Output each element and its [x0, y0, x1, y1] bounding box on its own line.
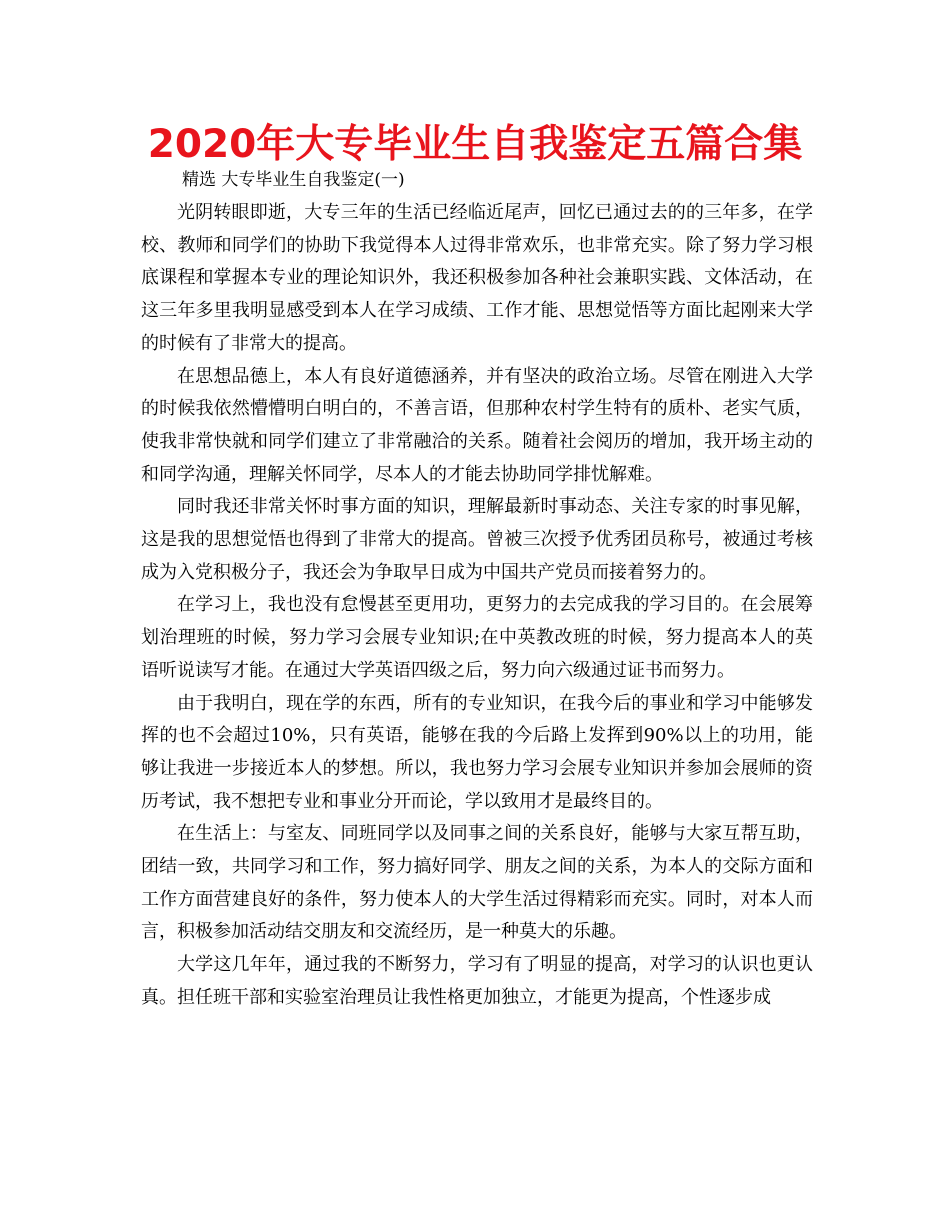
- document-subtitle: 精选 大专毕业生自我鉴定(一): [182, 170, 405, 190]
- paragraph: 在学习上，我也没有怠慢甚至更用功，更努力的去完成我的学习目的。在会展筹划治理班的时候，努力学习会展专业知识;在中英教改班的时候，努力提高本人的英语听说读写才能。在通过大学英语四级之后，努力向六级通过证书而努力。: [141, 594, 813, 681]
- paragraph: 在思想品德上，本人有良好道德涵养，并有坚决的政治立场。尽管在刚进入大学的时候我依然懵懵明白明白的，不善言语，但那种农村学生特有的质朴、老实气质，使我非常快就和同学们建立了非常融洽的关系。随着社会阅历的增加，我开场主动的和同学沟通，理解关怀同学，尽本人的才能去协助同学排忧解难。: [141, 365, 813, 485]
- document-body: [141, 197, 813, 1015]
- paragraph: 光阴转眼即逝，大专三年的生活已经临近尾声，回忆已通过去的的三年多，在学校、教师和同学们的协助下我觉得本人过得非常欢乐，也非常充实。除了努力学习根底课程和掌握本专业的理论知识外，我还积极参加各种社会兼职实践、文体活动，在这三年多里我明显感受到本人在学习成绩、工作才能、思想觉悟等方面比起刚来大学的时候有了非常大的提高。: [141, 202, 813, 354]
- paragraph: 由于我明白，现在学的东西，所有的专业知识，在我今后的事业和学习中能够发挥的也不会超过10%，只有英语，能够在我的今后路上发挥到90%以上的功用，能够让我进一步接近本人的梦想。所以，我也努力学习会展专业知识并参加会展师的资历考试，我不想把专业和事业分开而论，学以致用才是最终目的。: [141, 692, 813, 812]
- paragraph: 在生活上：与室友、同班同学以及同事之间的关系良好，能够与大家互帮互助，团结一致，共同学习和工作，努力搞好同学、朋友之间的关系，为本人的交际方面和工作方面营建良好的条件，努力使本人的大学生活过得精彩而充实。同时，对本人而言，积极参加活动结交朋友和交流经历，是一种莫大的乐趣。: [141, 823, 813, 943]
- document-title: 2020年大专毕业生自我鉴定五篇合集: [147, 122, 803, 167]
- paragraph: 同时我还非常关怀时事方面的知识，理解最新时事动态、关注专家的时事见解，这是我的思想觉悟也得到了非常大的提高。曾被三次授予优秀团员称号，被通过考核成为入党积极分子，我还会为争取早日成为中国共产党员而接着努力的。: [141, 496, 813, 583]
- paragraph: 大学这几年年，通过我的不断努力，学习有了明显的提高，对学习的认识也更认真。担任班干部和实验室治理员让我性格更加独立，才能更为提高，个性逐步成: [141, 954, 813, 1008]
